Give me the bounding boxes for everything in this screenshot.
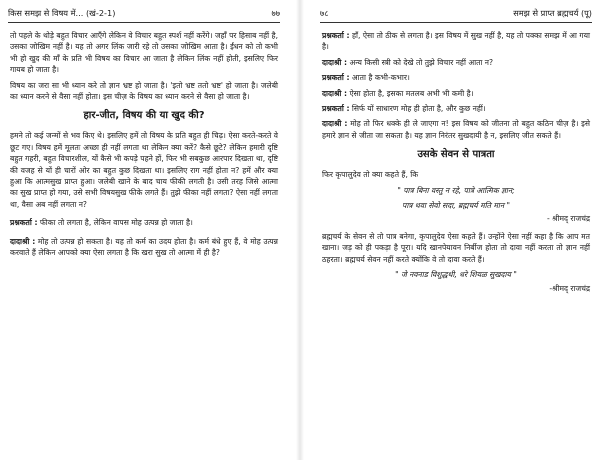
right-page-number: ७८ (320, 8, 329, 18)
left-page-content (10, 30, 278, 263)
dialogue-text: मोह तो उत्पन्न हो सकता है। यह तो कर्म का उदय होता है। कर्म बंधे हुए हैं, वे मोह उत्पन्न करवाते हैं लेकिन आपको क्या ऐसा लगता है कि खरा सुख तो आत्मा में ही है? (10, 236, 279, 258)
dialogue-text: ऐसा होता है, इसका मतलब अभी भी कमी है। (349, 88, 474, 98)
dadashri-label: दादाश्री : (322, 119, 348, 129)
section-heading: उसके सेवन से पात्रता (417, 149, 495, 161)
dialogue-answer (322, 88, 590, 99)
paragraph: विषय का जरा सा भी ध्यान करे तो ज्ञान भ्रष्ट हो जाता है। 'इतो भ्रष्ट ततो भ्रष्ट' हो जाता है। जलेबी का ध्यान करने से वैसा नहीं होता। इस चीज़ के विषय का ध्यान करने से वैसा हो जाता है। (10, 80, 278, 102)
dialogue-text: हाँ, ऐसा तो ठीक से लगता है। इस विषय में सुख नहीं है, यह तो पक्का समझ में आ गया है। (322, 31, 591, 52)
right-header-rule (320, 22, 592, 23)
verse-attribution: -श्रीमद् राजचंद्र (549, 283, 590, 293)
paragraph: हमने तो कई जन्मों से भव किए थे। इसलिए हमें तो विषय के प्रति बहुत ही चिढ़। ऐसा करते-करते वे छूट गए। विषय हमें मूलतः अच्छा ही नहीं लगता था लेकिन क्या करें? कैसे छूटे? लेकिन हमारी दृष्टि बहुत गहरी, बहुत विचारशील, यों कैसे भी कपड़े पहने हों, फिर भी सबकुछ आरपार दिखता था, दृष्टि की वजह से यों ही चारों ओर का बहुत कुछ दिखता था। इसलिए राग नहीं होता न? हमें और क्या हुआ कि आत्मसुख प्राप्त हुआ। जलेबी खाने के बाद चाय फीकी लगती है। उसी तरह जिसे आत्मा का सुख प्राप्त हो गया, उसे सभी विषयसुख फीके लगते हैं। तुझे फीका नहीं लगता? ऐसा नहीं लगता था, वैसा अब नहीं लगता न? (10, 131, 278, 209)
right-page-content (322, 30, 590, 300)
dialogue-question (322, 30, 590, 53)
right-page-header (320, 6, 592, 20)
dialogue-question (10, 217, 278, 228)
questioner-label: प्रश्नकर्ता : (322, 73, 350, 83)
dialogue-question (322, 103, 590, 114)
questioner-label: प्रश्नकर्ता : (322, 104, 350, 114)
dialogue-text: फीका तो लगता है, लेकिन वापस मोह उत्पन्न हो जाता है। (39, 218, 193, 228)
verse-attribution: - श्रीमद् राजचंद्र (546, 214, 590, 224)
dialogue-text: अन्य किसी स्त्री को देखे तो तुझे विचार नहीं आता न? (349, 57, 494, 67)
left-header-rule (8, 22, 280, 23)
dialogue-answer (10, 236, 278, 259)
right-running-title: समझ से प्राप्त ब्रह्मचर्य (पू) (513, 8, 592, 18)
paragraph: ब्रह्मचर्य के सेवन से तो पात्र बनेगा, कृपालुदेव ऐसा कहते हैं। उन्होंने ऐसा नहीं कहा है कि आप मत खाना। जड़ को ही पकड़ा है पूरा। यदि खानपेयावन निर्बीज होता तो दावा नहीं करता तो ज्ञान नहीं ठहरता। ब्रह्मचर्य सेवन नहीं करते क्योंकि वे तो दावा करते हैं। (322, 231, 590, 264)
verse-line: पात्र थवा सेवो सदा, ब्रह्मचर्य मति मान " (402, 201, 510, 211)
dadashri-label: दादाश्री : (10, 236, 36, 246)
dialogue-text: मोह तो फिर धक्के ही ले जाएगा न! इस विषय को जीतना तो बहुत कठिन चीज़ है। इसे हमारे ज्ञान से जीता जा सकता है। यह ज्ञान निरंतर सुखदायी है न, इसलिए जीत सकते हैं। (322, 119, 590, 140)
left-page (0, 0, 288, 460)
left-page-header (8, 6, 280, 20)
book-gutter (296, 0, 304, 460)
right-page (312, 0, 600, 460)
dialogue-answer (322, 57, 590, 68)
section-heading: हार-जीत, विषय की या खुद की? (83, 110, 205, 122)
dadashri-label: दादाश्री : (322, 57, 348, 67)
dialogue-text: आता है कभी-कभार। (351, 73, 410, 83)
verse-line: " जे नवनाड विशुद्धथी, धरे शियळ सुखदाय " (395, 270, 517, 280)
verse-line: " पात्र बिना वस्तु न रहे, पात्रे आत्मिक ज्ञान; (397, 185, 515, 195)
paragraph: तो पहले के थोड़े बहुत विचार आएँगे लेकिन वे विचार बहुत स्पर्श नहीं करेंगे। जहाँ पर हिसाब नहीं है, उसका जोखिम नहीं है। यह तो अगर लिंक जारी रहे तो उसका जोखिम आता है। ईंधन को तो कभी भी हो खुद की माँ के प्रति भी विषय का विचार आ जाता है लेकिन लिंक नहीं होती, इसलिए फिर गायब हो जाता है। (10, 31, 278, 75)
questioner-label: प्रश्नकर्ता : (322, 31, 350, 40)
dialogue-answer (322, 118, 590, 141)
dialogue-question (322, 72, 590, 83)
left-running-title: किस समझ से विषय में... (खं-2-1) (8, 8, 116, 18)
paragraph: फिर कृपालुदेव तो क्या कहते हैं, कि (322, 170, 419, 180)
questioner-label: प्रश्नकर्ता : (10, 218, 38, 228)
dialogue-text: सिर्फ यों साधारण मोह ही होता है, और कुछ नहीं। (351, 104, 486, 114)
left-page-number: ७७ (271, 8, 280, 18)
dadashri-label: दादाश्री : (322, 88, 348, 98)
